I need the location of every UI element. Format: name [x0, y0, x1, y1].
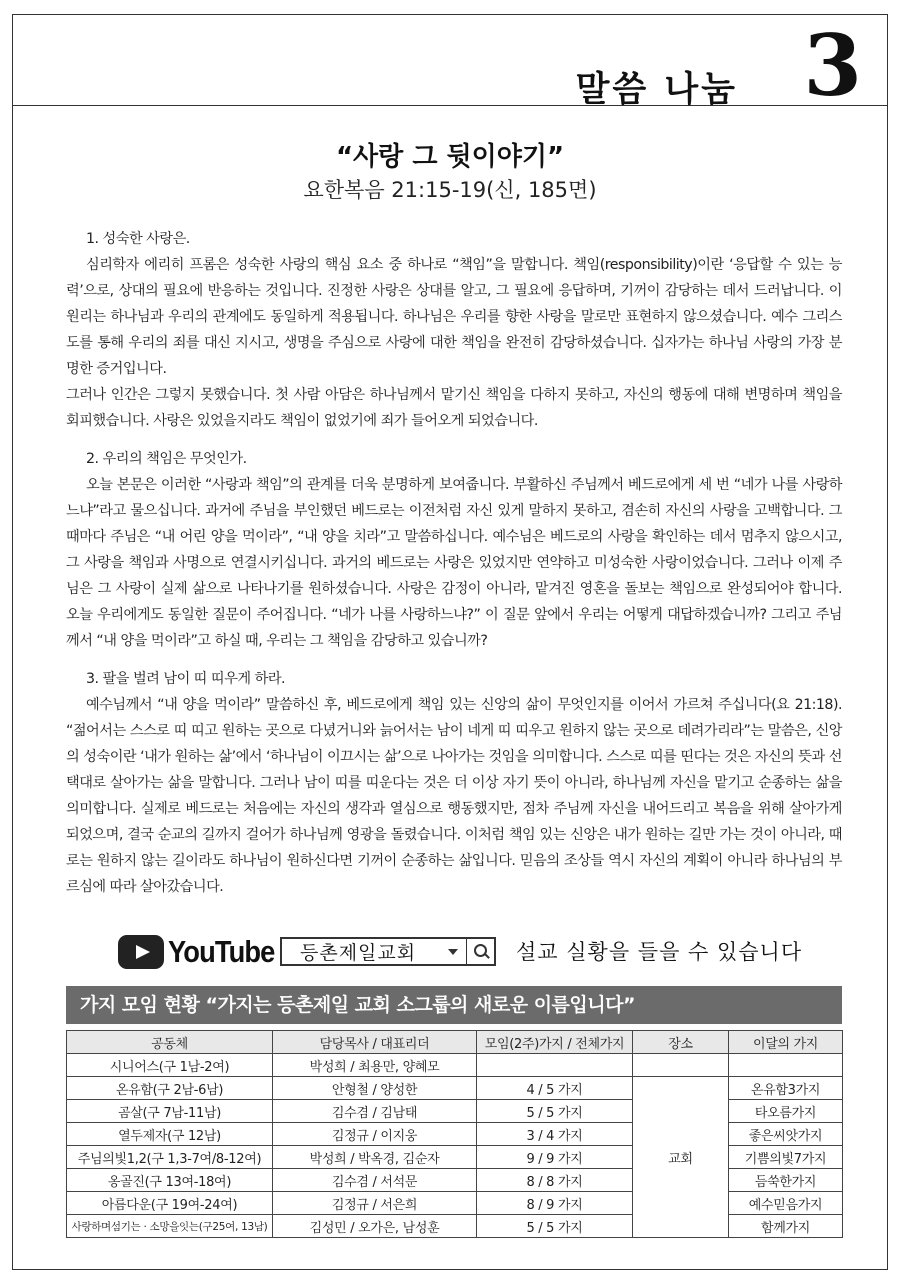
column-header: 장소 [633, 1031, 729, 1054]
table-cell: 8 / 8 가지 [477, 1169, 633, 1192]
table-cell: 5 / 5 가지 [477, 1215, 633, 1238]
sermon-section-2 [66, 446, 842, 654]
section-paragraph: 예수님께서 “내 양을 먹이라” 말씀하신 후, 베드로에게 책임 있는 신앙의 삶이 무엇인지를 이어서 가르쳐 주십니다(요 21:18). “젊어서는 스스로 띠 띠고 원하는 곳으로 다녔거니와 늙어서는 남이 네게 띠 띠우고 원하지 않는 곳으로 데려가리라”는 말씀은, 신앙의 성숙이란 ‘내가 원하는 삶’에서 ‘하나님이 이끄시는 삶’으로 나아가는 것임을 의미합니다. 스스로 띠를 띤다는 것은 자신의 뜻과 선택대로 살아가는 삶을 말합니다. 그러나 남이 띠를 띠운다는 것은 더 이상 자기 뜻이 아니라, 하나님께 자신을 맡기고 순종하는 삶을 의미합니다. 실제로 베드로는 처음에는 자신의 생각과 열심으로 행동했지만, 점차 주님께 자신을 내어드리고 복음을 위해 살아가게 되었으며, 결국 순교의 길까지 걸어가 하나님께 영광을 돌렸습니다. 이처럼 책임 있는 신앙은 내가 원하는 길만 가는 것이 아니라, 때로는 원하지 않는 길이라도 하나님이 원하신다면 기꺼이 순종하는 삶입니다. 믿음의 조상들 역시 자신의 계획이 아니라 하나님의 부르심에 따라 살아갔습니다. [66, 697, 842, 895]
section-heading: 2. 우리의 책임은 무엇인가. [86, 451, 247, 467]
table-cell: 아름다운(구 19여-24여) [67, 1192, 273, 1215]
table-cell: 듬쑥한가지 [729, 1169, 843, 1192]
table-cell: 박성희 / 최용만, 양혜모 [273, 1054, 477, 1077]
column-header: 이달의 가지 [729, 1031, 843, 1054]
table-cell: 기쁨의빛7가지 [729, 1146, 843, 1169]
table-cell: 좋은씨앗가지 [729, 1123, 843, 1146]
place-cell: 교회 [633, 1077, 729, 1238]
table-cell: 온유함(구 2남-6남) [67, 1077, 273, 1100]
play-icon [118, 935, 164, 969]
group-status-banner: 가지 모임 현황 “가지는 등촌제일 교회 소그룹의 새로운 이름입니다” [66, 986, 842, 1024]
table-cell: 김수겸 / 김남태 [273, 1100, 477, 1123]
chevron-down-icon[interactable] [448, 949, 458, 955]
sermon-section-3 [66, 666, 842, 900]
magnifier-icon[interactable] [466, 939, 494, 964]
table-cell: 김성민 / 오가은, 남성훈 [273, 1215, 477, 1238]
section-heading: 3. 팔을 벌려 남이 띠 띠우게 하라. [86, 671, 286, 687]
table-cell: 김정규 / 이지웅 [273, 1123, 477, 1146]
page-header [12, 14, 888, 115]
section-heading: 1. 성숙한 사랑은. [86, 231, 190, 247]
table-cell: 곰살(구 7남-11남) [67, 1100, 273, 1123]
table-cell [477, 1054, 633, 1077]
youtube-logo[interactable] [118, 934, 289, 970]
table-cell: 사랑하며섬기는 · 소망을잇는(구25여, 13남) [67, 1215, 273, 1238]
youtube-caption: 설교 실황을 들을 수 있습니다 [516, 940, 803, 964]
table-cell: 9 / 9 가지 [477, 1146, 633, 1169]
table-cell: 함께가지 [729, 1215, 843, 1238]
column-header: 모임(2주)가지 / 전체가지 [477, 1031, 633, 1054]
table-cell: 옹골진(구 13여-18여) [67, 1169, 273, 1192]
table-cell: 3 / 4 가지 [477, 1123, 633, 1146]
youtube-search-box[interactable] [280, 937, 496, 966]
sermon-body [66, 226, 842, 912]
table-cell: 박성희 / 박옥경, 김순자 [273, 1146, 477, 1169]
header-title: 말씀 나눔 [575, 70, 738, 110]
sermon-section-1 [66, 226, 842, 434]
table-row [67, 1077, 843, 1100]
section-paragraph: 심리학자 에리히 프롬은 성숙한 사랑의 핵심 요소 중 하나로 “책임”을 말합니다. 책임(responsibility)이란 ‘응답할 수 있는 능력’으로, 상대의 필요에 반응하는 것입니다. 진정한 사랑은 상대를 알고, 그 필요에 응답하며, 기꺼이 감당하는 데서 드러납니다. 이 원리는 하나님과 우리의 관계에도 동일하게 적용됩니다. 하나님은 우리를 향한 사랑을 말로만 표현하지 않으셨습니다. 예수 그리스도를 통해 우리의 죄를 대신 지시고, 생명을 주심으로 사랑에 대한 책임을 완전히 감당하셨습니다. 십자가는 하나님 사랑의 가장 분명한 증거입니다. [66, 257, 842, 377]
section-paragraph: 그러나 인간은 그렇지 못했습니다. 첫 사람 아담은 하나님께서 맡기신 책임을 다하지 못하고, 자신의 행동에 대해 변명하며 책임을 회피했습니다. 사랑은 있었을지라도 책임이 없었기에 죄가 들어오게 되었습니다. [66, 387, 842, 429]
table-row [67, 1054, 843, 1077]
column-header: 담당목사 / 대표리더 [273, 1031, 477, 1054]
youtube-wordmark: YouTube [168, 934, 275, 969]
table-cell: 예수믿음가지 [729, 1192, 843, 1215]
table-cell: 김수겸 / 서석문 [273, 1169, 477, 1192]
table-cell: 시니어스(구 1남-2여) [67, 1054, 273, 1077]
table-cell: 온유함3가지 [729, 1077, 843, 1100]
table-header-row [67, 1031, 843, 1054]
table-cell [633, 1054, 729, 1077]
section-paragraph: 오늘 본문은 이러한 “사랑과 책임”의 관계를 더욱 분명하게 보여줍니다. 부활하신 주님께서 베드로에게 세 번 “네가 나를 사랑하느냐”라고 물으십니다. 과거에 주님을 부인했던 베드로는 이전처럼 자신 있게 말하지 못하고, 겸손히 자신의 사랑을 고백합니다. 그때마다 주님은 “내 어린 양을 먹이라”, “내 양을 치라”고 말씀하십니다. 예수님은 베드로의 사랑을 확인하는 데서 멈추지 않으시고, 그 사랑을 책임과 사명으로 연결시키십니다. 과거의 베드로는 사랑은 있었지만 연약하고 미성숙한 사랑이었습니다. 그러나 이제 주님은 그 사랑이 실제 삶으로 나타나기를 원하셨습니다. 사랑은 감정이 아니라, 맡겨진 영혼을 돌보는 책임으로 완성되어야 합니다. 오늘 우리에게도 동일한 질문이 주어집니다. “네가 나를 사랑하느냐?” 이 질문 앞에서 우리는 어떻게 대답하겠습니까? 그리고 주님께서 “내 양을 먹이라”고 하실 때, 우리는 그 책임을 감당하고 있습니까? [66, 477, 842, 649]
table-cell: 열두제자(구 12남) [67, 1123, 273, 1146]
youtube-search-value: 등촌제일교회 [300, 942, 417, 964]
table-cell: 김정규 / 서은희 [273, 1192, 477, 1215]
column-header: 공동체 [67, 1031, 273, 1054]
table-cell: 5 / 5 가지 [477, 1100, 633, 1123]
table-cell: 안형철 / 양성한 [273, 1077, 477, 1100]
table-cell: 8 / 9 가지 [477, 1192, 633, 1215]
group-status-table [66, 1030, 843, 1238]
youtube-banner [118, 934, 818, 970]
sermon-title: “사랑 그 뒷이야기” [335, 142, 565, 172]
header-page-number: 3 [803, 16, 862, 115]
table-cell [729, 1054, 843, 1077]
sermon-reference: 요한복음 21:15-19(신, 185면) [303, 178, 597, 202]
table-cell: 4 / 5 가지 [477, 1077, 633, 1100]
table-cell: 타오름가지 [729, 1100, 843, 1123]
table-cell: 주님의빛1,2(구 1,3-7여/8-12여) [67, 1146, 273, 1169]
